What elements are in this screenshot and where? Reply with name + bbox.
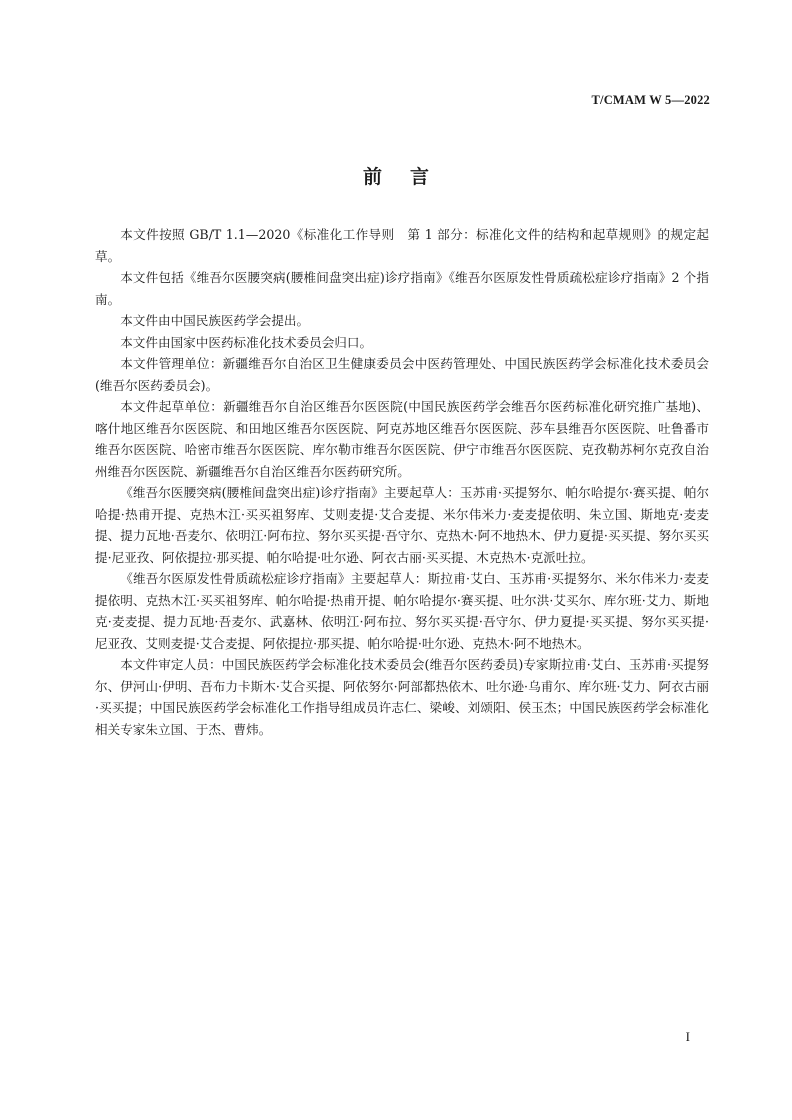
page-title: 前言 (362, 166, 457, 188)
paragraph-centralizer: 本文件由国家中医药标准化技术委员会归口。 (120, 334, 373, 350)
paragraph-managing-units: 本文件管理单位：新疆维吾尔自治区卫生健康委员会中医药管理处、中国民族医药学会标准化技术委员会(维吾尔医药委员会)。 (95, 356, 709, 393)
paragraph-drafters-osteoporosis-guide: 《维吾尔医原发性骨质疏松症诊疗指南》主要起草人：斯拉甫·艾白、玉苏甫·买提努尔、米尔伟米力·麦麦提依明、克热木江·买买祖努库、帕尔哈提·热甫开提、帕尔哈提尔·赛买提、吐尔洪·艾买尔、库尔班·艾力、斯地克·麦麦提、提力瓦地·吾麦尔、武嘉林、依明江·阿布拉、努尔买买提·吾守尔、伊力夏提·买买提、努尔买买提·尼亚孜、艾则麦提·艾合麦提、阿依提拉·那买提、帕尔哈提·吐尔逊、克热木·阿不地热木。 (95, 571, 709, 651)
paragraph-included-guides: 本文件包括《维吾尔医腰突病(腰椎间盘突出症)诊疗指南》《维吾尔医原发性骨质疏松症诊疗指南》2 个指南。 (95, 270, 709, 307)
page-number: I (685, 1029, 690, 1044)
standard-code: T/CMAM W 5—2022 (591, 93, 710, 107)
paragraph-proposer: 本文件由中国民族医药学会提出。 (120, 313, 310, 328)
paragraph-drafting-rules: 本文件按照 GB/T 1.1—2020《标准化工作导则 第 1 部分：标准化文件的结构和起草规则》的规定起草。 (95, 227, 709, 264)
paragraph-drafting-units: 本文件起草单位：新疆维吾尔自治区维吾尔医医院(中国民族医药学会维吾尔医药标准化研究推广基地)、喀什地区维吾尔医医院、和田地区维吾尔医医院、阿克苏地区维吾尔医医院、莎车县维吾尔医医院、吐鲁番市维吾尔医医院、哈密市维吾尔医医院、库尔勒市维吾尔医医院、伊宁市维吾尔医医院、克孜勒苏柯尔克孜自治州维吾尔医医院、新疆维吾尔自治区维吾尔医药研究所。 (95, 399, 709, 479)
paragraph-reviewers: 本文件审定人员：中国民族医药学会标准化技术委员会(维吾尔医药委员)专家斯拉甫·艾白、玉苏甫·买提努尔、伊河山·伊明、吾布力卡斯木·艾合买提、阿依努尔·阿部都热依木、吐尔逊·乌甫尔、库尔班·艾力、阿衣古丽·买买提；中国民族医药学会标准化工作指导组成员许志仁、梁峻、刘颂阳、侯玉杰；中国民族医药学会标准化相关专家朱立国、于杰、曹炜。 (95, 657, 709, 737)
paragraph-drafters-lumbar-guide: 《维吾尔医腰突病(腰椎间盘突出症)诊疗指南》主要起草人：玉苏甫·买提努尔、帕尔哈提尔·赛买提、帕尔哈提·热甫开提、克热木江·买买祖努库、艾则麦提·艾合麦提、米尔伟米力·麦麦提依明、朱立国、斯地克·麦麦提、提力瓦地·吾麦尔、依明江·阿布拉、努尔买买提·吾守尔、克热木·阿不地热木、伊力夏提·买买提、努尔买买提·尼亚孜、阿依提拉·那买提、帕尔哈提·吐尔逊、阿衣古丽·买买提、木克热木·克派吐拉。 (95, 485, 709, 565)
foreword-body (95, 224, 709, 740)
